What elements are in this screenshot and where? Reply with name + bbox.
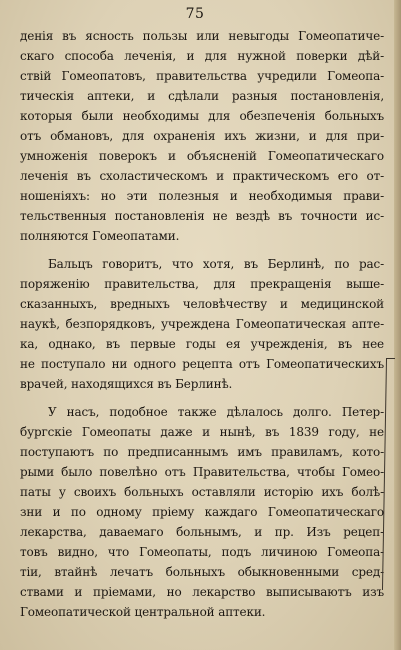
text-line: наукѣ, безпорядковъ, учреждена Гомеопатическая апте- [20, 317, 384, 331]
text-line: сказанныхъ, вредныхъ человѣчеству и медицинской [20, 297, 384, 311]
text-line: зни и по одному пріему каждаго Гомеопатическаго [20, 505, 384, 519]
text-line: лекарства, даваемаго больнымъ, и пр. Изъ рецеп- [20, 525, 384, 539]
text-line: тельственныя постановленія не вездѣ въ точности ис- [20, 209, 384, 223]
text-line: не поступало ни одного рецепта отъ Гомеопатическихъ [20, 357, 384, 371]
text-line: рыми было повелѣно отъ Правительства, чтобы Гомео- [20, 465, 384, 479]
text-line: денія въ ясность пользы или невыгоды Гомеопатиче- [20, 29, 384, 43]
text-line: которыя были необходимы для обезпеченія больныхъ [20, 109, 384, 123]
paragraph-first-line: Бальцъ говоритъ, что хотя, въ Берлинѣ, по рас- [48, 257, 384, 271]
paragraph-first-line: У насъ, подобное также дѣлалось долго. Петер- [48, 405, 384, 419]
text-line: тіи, втайнѣ лечатъ больныхъ обыкновенными сред- [20, 565, 384, 579]
text-line: умноженія поверокъ и объясненій Гомеопатическаго [20, 149, 384, 163]
text-line: товъ видно, что Гомеопаты, подъ личиною Гомеопа- [20, 545, 384, 559]
text-line: поступаютъ по предписаннымъ имъ правиламъ, кото- [20, 445, 384, 459]
text-line: паты у своихъ больныхъ оставляли исторію ихъ болѣ- [20, 485, 384, 499]
text-line: скаго способа леченія, и для нужной поверки дѣй- [20, 49, 384, 63]
text-line: ка, однако, въ первые годы ея учрежденія, въ нее [20, 337, 384, 351]
text-line: ствами и пріемами, но лекарство выписываютъ изъ [20, 585, 384, 599]
text-line: отъ обмановъ, для охраненія ихъ жизни, и для при- [20, 129, 384, 143]
text-line: полняются Гомеопатами. [20, 229, 180, 243]
text-line: ношеніяхъ: но эти полезныя и необходимыя прави- [20, 189, 384, 203]
page-number: 75 [185, 6, 205, 22]
text-line: ствій Гомеопатовъ, правительства учредили Гомеопа- [20, 69, 384, 83]
text-line: бургскіе Гомеопаты даже и нынѣ, въ 1839 году, не [20, 425, 384, 439]
page-spine-edge [394, 0, 401, 650]
text-line: поряженію правительства, для прекращенія выше- [20, 277, 384, 291]
text-line: Гомеопатической центральной аптеки. [20, 605, 266, 619]
text-line: тическія аптеки, и сдѣлали разныя постановленія, [20, 89, 384, 103]
text-line: врачей, находящихся въ Берлинѣ. [20, 377, 233, 391]
text-line: леченія въ схоластическомъ и практическомъ его от- [20, 169, 384, 183]
